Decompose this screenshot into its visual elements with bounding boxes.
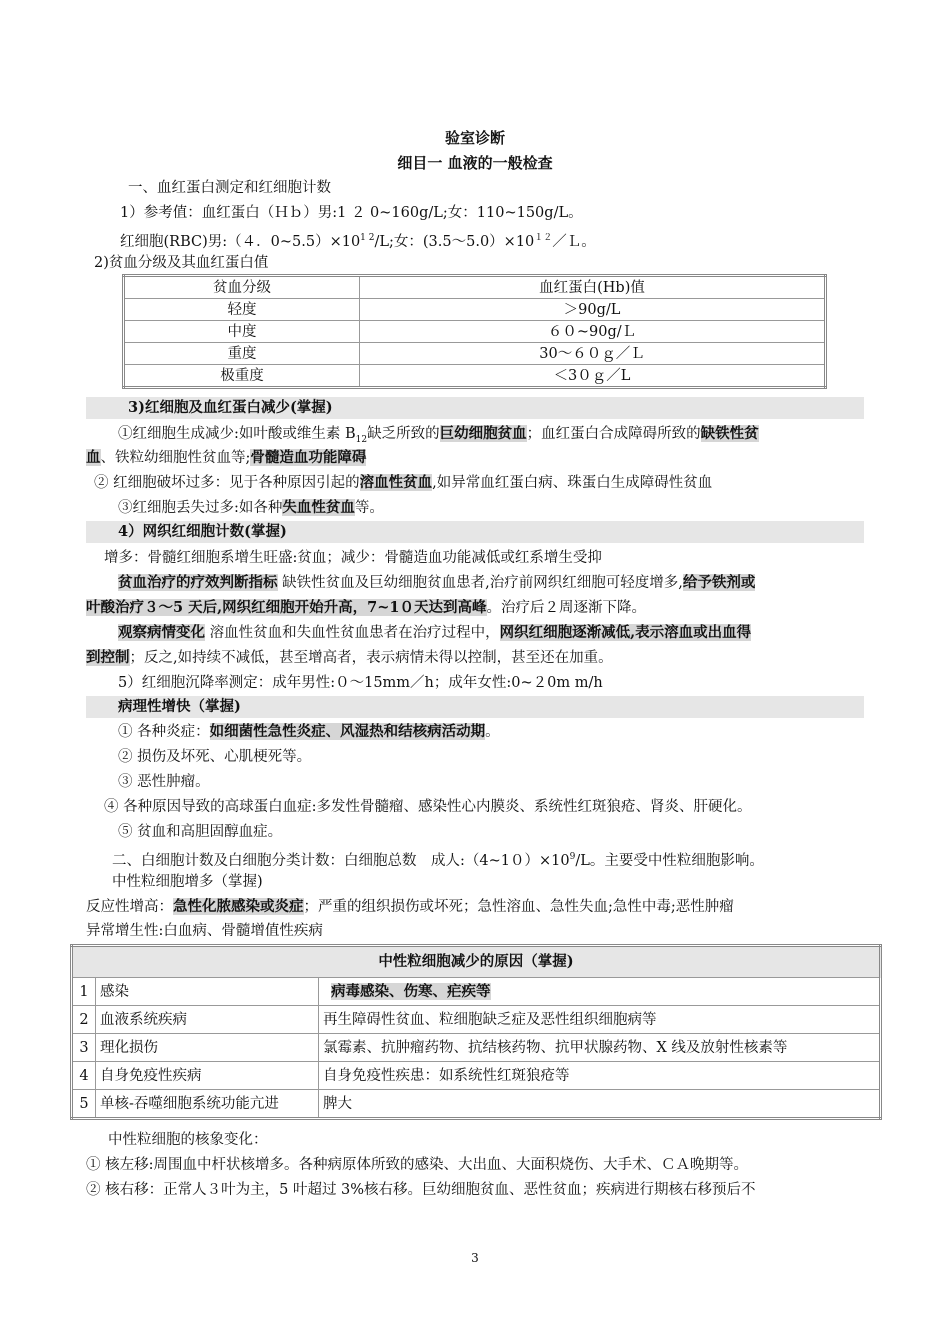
heading-reticulocyte: 4）网织红细胞计数(掌握) xyxy=(118,523,287,540)
table-row xyxy=(124,365,826,388)
list-item: ② 损伤及坏死、心肌梗死等。 xyxy=(118,749,312,765)
table-cell: 中度 xyxy=(124,321,360,343)
table-row xyxy=(72,1090,881,1119)
paragraph-line: 血、铁粒幼细胞性贫血等;骨髓造血功能障碍 xyxy=(86,449,367,466)
table-cell: 重度 xyxy=(124,343,360,365)
table-row xyxy=(124,343,826,365)
list-item: ① 各种炎症：如细菌性急性炎症、风湿热和结核病活动期。 xyxy=(118,723,500,740)
paragraph-line: 贫血治疗的疗效判断指标 缺铁性贫血及巨幼细胞贫血患者,治疗前网织红细胞可轻度增多,给予铁剂或 xyxy=(118,574,756,591)
paragraph-line: 异常增生性:白血病、骨髓增值性疾病 xyxy=(86,923,323,939)
list-item: ① 核左移:周围血中杆状核增多。各种病原体所致的感染、大出血、大面积烧伤、大手术、ＣＡ晚期等。 xyxy=(86,1157,748,1173)
table-row xyxy=(72,1034,881,1062)
cause-cell: 感染 xyxy=(96,978,319,1006)
paragraph-line: 叶酸治疗３～5 天后,网织红细胞开始升高，7~1０天达到高峰。治疗后２周逐渐下降。 xyxy=(86,599,647,616)
paragraph-line: 观察病情变化 溶血性贫血和失血性贫血患者在治疗过程中，网织红细胞逐渐减低,表示溶血或出血得 xyxy=(118,624,752,641)
table-header-cell: 贫血分级 xyxy=(124,276,360,299)
document-title: 验室诊断 xyxy=(444,129,505,147)
row-number: 1 xyxy=(72,978,96,1006)
table-row xyxy=(72,1062,881,1090)
detail-cell: 自身免疫性疾患：如系统性红斑狼疮等 xyxy=(319,1062,881,1090)
row-number: 2 xyxy=(72,1006,96,1034)
row-number: 3 xyxy=(72,1034,96,1062)
row-number: 5 xyxy=(72,1090,96,1119)
table-header-cell: 血红蛋白(Hb)值 xyxy=(360,276,826,299)
list-item: ② 核右移：正常人３叶为主，5 叶超过 3%核右移。巨幼细胞贫血、恶性贫血；疾病进行期核右移预后不 xyxy=(86,1182,756,1198)
neutropenia-cause-table xyxy=(70,944,882,1120)
page-number: 3 xyxy=(471,1251,479,1265)
detail-cell: 氯霉素、抗肿瘤药物、抗结核药物、抗甲状腺药物、X 线及放射性核素等 xyxy=(319,1034,881,1062)
table-cell: ＞90g/L xyxy=(360,299,826,321)
cause-cell: 血液系统疾病 xyxy=(96,1006,319,1034)
cause-cell: 自身免疫性疾病 xyxy=(96,1062,319,1090)
paragraph-line: ①红细胞生成减少:如叶酸或维生素 $B_{12}$缺乏所致的巨幼细胞贫血；血红蛋白合成障碍所致的缺铁性贫 xyxy=(118,425,759,445)
table-cell: 极重度 xyxy=(124,365,360,388)
anemia-grade-table xyxy=(122,274,827,389)
heading-rbc-decrease: 3)红细胞及血红蛋白减少(掌握) xyxy=(128,399,333,416)
table-row xyxy=(72,978,881,1006)
table-cell: 轻度 xyxy=(124,299,360,321)
detail-cell: 再生障碍性贫血、粒细胞缺乏症及恶性组织细胞病等 xyxy=(319,1006,881,1034)
row-number: 4 xyxy=(72,1062,96,1090)
paragraph-line: 到控制；反之,如持续不减低，甚至增高者，表示病情未得以控制，甚至还在加重。 xyxy=(86,649,613,666)
paragraph-line: 中性粒细胞增多（掌握) xyxy=(112,874,263,890)
heading-esr-increase: 病理性增快（掌握) xyxy=(118,698,241,715)
list-item: ④ 各种原因导致的高球蛋白血症:多发性骨髓瘤、感染性心内膜炎、系统性红斑狼疮、肾炎、肝硬化。 xyxy=(104,799,752,815)
paragraph-line: ③红细胞丢失过多:如各种失血性贫血等。 xyxy=(118,499,384,516)
section-subtitle: 细目一 血液的一般检查 xyxy=(397,154,553,172)
table-row xyxy=(72,1006,881,1034)
table-title: 中性粒细胞减少的原因（掌握) xyxy=(72,946,881,978)
detail-cell: 脾大 xyxy=(319,1090,881,1119)
detail-cell: 病毒感染、伤寒、疟疾等 xyxy=(319,978,881,1006)
paragraph-line: 增多：骨髓红细胞系增生旺盛:贫血；减少：骨髓造血功能减低或红系增生受抑 xyxy=(104,550,602,566)
table-title-row xyxy=(72,946,881,978)
cause-cell: 理化损伤 xyxy=(96,1034,319,1062)
table-header-row xyxy=(124,276,826,299)
list-item: ⑤ 贫血和高胆固醇血症。 xyxy=(118,824,283,840)
paragraph-line: 5）红细胞沉降率测定：成年男性:０～15mm／h；成年女性:0~２0m m/h xyxy=(118,675,603,691)
table-row xyxy=(124,321,826,343)
rbc-reference-line: 红细胞(RBC)男:（４．$0\sim 5.5)\times 10^{1 2}/L$;女：$(3.5\sim 5.0)\times 10^{12}/L$。 xyxy=(120,233,596,250)
table-cell: ＜3０ｇ／L xyxy=(360,365,826,388)
paragraph-line: ② 红细胞破坏过多：见于各种原因引起的溶血性贫血,如异常血红蛋白病、珠蛋白生成障碍性贫血 xyxy=(94,474,713,491)
hb-reference-line: 1）参考值：血红蛋白（Ｈｂ）男:1 ２ 0~160g/L;女：110~150g/L。 xyxy=(120,205,583,221)
paragraph-line: 中性粒细胞的核象变化： xyxy=(108,1132,268,1148)
table-cell: ６０~90g/Ｌ xyxy=(360,321,826,343)
table-cell: 30～６０ｇ／Ｌ xyxy=(360,343,826,365)
anemia-grade-heading: 2)贫血分级及其血红蛋白值 xyxy=(94,255,269,271)
section-heading-wbc: 二、白细胞计数及白细胞分类计数：白细胞总数 成人$:(4\sim 10)\times 10^9/L$。主要受中性粒细胞影响。 xyxy=(112,852,764,869)
list-item: ③ 恶性肿瘤。 xyxy=(118,774,210,790)
table-row xyxy=(124,299,826,321)
paragraph-line: 反应性增高：急性化脓感染或炎症；严重的组织损伤或坏死；急性溶血、急性失血;急性中毒;恶性肿瘤 xyxy=(86,898,734,915)
cause-cell: 单核-吞噬细胞系统功能亢进 xyxy=(96,1090,319,1119)
section-heading-hb-rbc: 一、血红蛋白测定和红细胞计数 xyxy=(128,180,331,196)
